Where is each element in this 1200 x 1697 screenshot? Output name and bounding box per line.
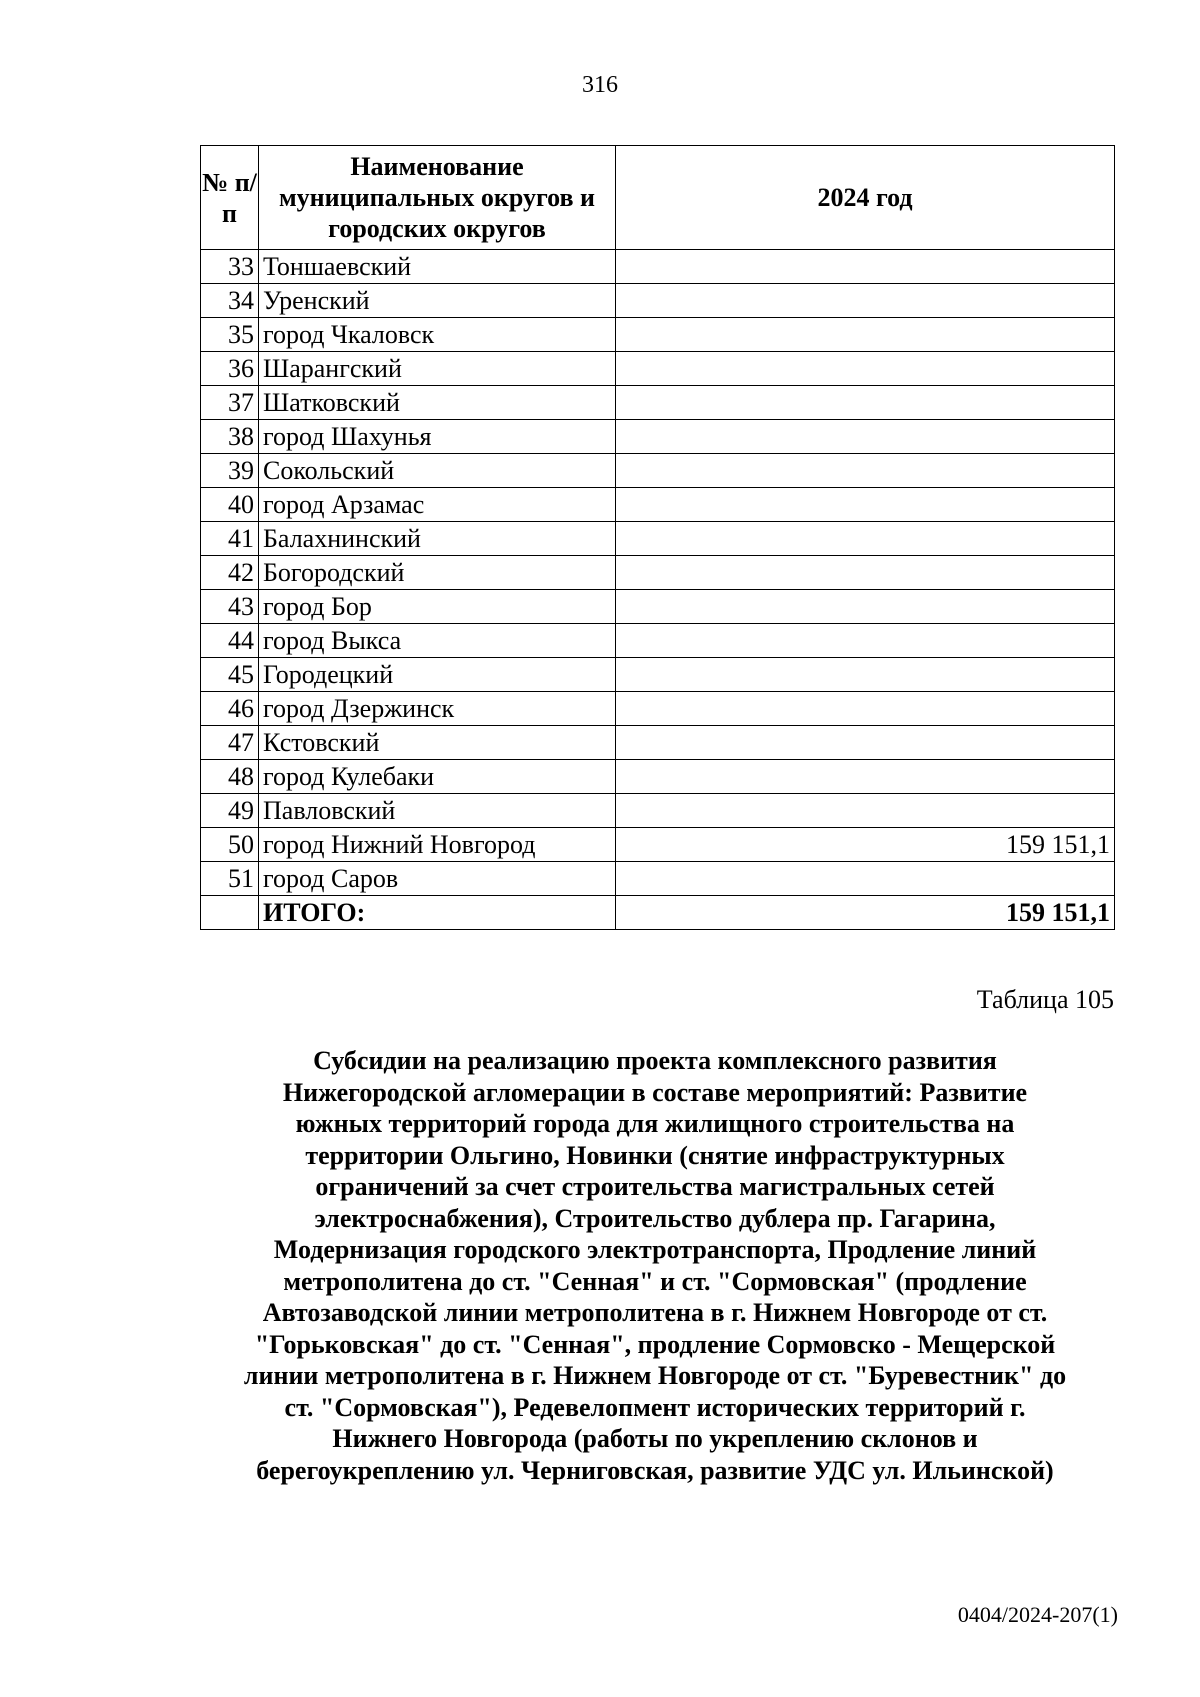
row-value-cell xyxy=(616,352,1115,386)
row-number-cell: 35 xyxy=(201,318,259,352)
row-value-cell xyxy=(616,250,1115,284)
header-year: 2024 год xyxy=(616,146,1115,250)
row-value-cell xyxy=(616,590,1115,624)
row-value-cell xyxy=(616,658,1115,692)
row-value-cell xyxy=(616,318,1115,352)
table-row xyxy=(201,488,1115,522)
row-value-cell xyxy=(616,420,1115,454)
row-value-cell xyxy=(616,284,1115,318)
table-row xyxy=(201,420,1115,454)
table-total-row xyxy=(201,896,1115,930)
table-row xyxy=(201,318,1115,352)
header-num: № п/п xyxy=(201,146,259,250)
row-name-cell: город Чкаловск xyxy=(259,318,616,352)
table-row xyxy=(201,862,1115,896)
row-value-cell xyxy=(616,692,1115,726)
row-name-cell: Богородский xyxy=(259,556,616,590)
row-number-cell: 34 xyxy=(201,284,259,318)
row-name-cell: город Нижний Новгород xyxy=(259,828,616,862)
row-value-cell xyxy=(616,794,1115,828)
table-row xyxy=(201,386,1115,420)
row-value-cell: 159 151,1 xyxy=(616,828,1115,862)
table-number: Таблица 105 xyxy=(976,985,1114,1014)
header-name: Наименование муниципальных округов и городских округов xyxy=(259,146,616,250)
row-number-cell: 45 xyxy=(201,658,259,692)
table-row xyxy=(201,658,1115,692)
table-body xyxy=(201,250,1115,896)
row-number-cell: 41 xyxy=(201,522,259,556)
table-row xyxy=(201,624,1115,658)
table-row xyxy=(201,794,1115,828)
row-name-cell: Шатковский xyxy=(259,386,616,420)
row-value-cell xyxy=(616,624,1115,658)
row-value-cell xyxy=(616,862,1115,896)
row-name-cell: город Арзамас xyxy=(259,488,616,522)
page-number: 316 xyxy=(582,72,618,98)
row-name-cell: город Дзержинск xyxy=(259,692,616,726)
row-name-cell: город Саров xyxy=(259,862,616,896)
row-name-cell: Павловский xyxy=(259,794,616,828)
row-value-cell xyxy=(616,760,1115,794)
row-number-cell: 33 xyxy=(201,250,259,284)
row-name-cell: Сокольский xyxy=(259,454,616,488)
row-name-cell: Балахнинский xyxy=(259,522,616,556)
table-caption: Субсидии на реализацию проекта комплексного развития Нижегородской агломерации в составе мероприятий: Развитие южных территорий города для жилищного строительства на территории Ольгино, Новинки (снятие инфраструктурных ограничений за счет строительства магистральных сетей электроснабжения), Строительство дублера пр. Гагарина, Модернизация городского электротранспорта, Продление линий метрополитена до ст. "Сенная" и ст. "Сормовская" (продление Автозаводской линии метрополитена в г. Нижнем Новгороде от ст. "Горьковская" до ст. "Сенная", продление Сормовско - Мещерской линии метрополитена в г. Нижнем Новгороде от ст. "Буревестник" до ст. "Сормовская"), Редевелопмент исторических территорий г. Нижнего Новгорода (работы по укреплению склонов и берегоукреплению ул. Черниговская, развитие УДС ул. Ильинской) xyxy=(243,1046,1067,1485)
row-number-cell: 46 xyxy=(201,692,259,726)
row-value-cell xyxy=(616,522,1115,556)
row-number-cell: 48 xyxy=(201,760,259,794)
row-number-cell: 39 xyxy=(201,454,259,488)
row-number-cell: 49 xyxy=(201,794,259,828)
row-value-cell xyxy=(616,488,1115,522)
row-name-cell: город Шахунья xyxy=(259,420,616,454)
total-value: 159 151,1 xyxy=(616,896,1115,930)
table-row xyxy=(201,284,1115,318)
row-number-cell: 36 xyxy=(201,352,259,386)
row-number-cell: 50 xyxy=(201,828,259,862)
row-name-cell: город Выкса xyxy=(259,624,616,658)
row-name-cell: город Бор xyxy=(259,590,616,624)
table-header-row xyxy=(201,146,1115,250)
row-name-cell: Тоншаевский xyxy=(259,250,616,284)
row-number-cell: 44 xyxy=(201,624,259,658)
document-code: 0404/2024-207(1) xyxy=(957,1602,1118,1627)
row-number-cell: 43 xyxy=(201,590,259,624)
table-row xyxy=(201,760,1115,794)
table-row xyxy=(201,250,1115,284)
row-name-cell: Шарангский xyxy=(259,352,616,386)
table-row xyxy=(201,454,1115,488)
subsidy-table xyxy=(200,145,1115,930)
total-label: ИТОГО: xyxy=(259,896,616,930)
table-row xyxy=(201,522,1115,556)
table-row xyxy=(201,692,1115,726)
row-name-cell: Кстовский xyxy=(259,726,616,760)
row-number-cell: 42 xyxy=(201,556,259,590)
row-name-cell: Уренский xyxy=(259,284,616,318)
row-value-cell xyxy=(616,386,1115,420)
row-value-cell xyxy=(616,454,1115,488)
row-value-cell xyxy=(616,726,1115,760)
row-number-cell: 38 xyxy=(201,420,259,454)
row-name-cell: город Кулебаки xyxy=(259,760,616,794)
table-row xyxy=(201,352,1115,386)
row-number-cell: 51 xyxy=(201,862,259,896)
table-row xyxy=(201,726,1115,760)
total-num-cell xyxy=(201,896,259,930)
row-number-cell: 37 xyxy=(201,386,259,420)
row-value-cell xyxy=(616,556,1115,590)
row-name-cell: Городецкий xyxy=(259,658,616,692)
row-number-cell: 40 xyxy=(201,488,259,522)
table-row xyxy=(201,590,1115,624)
table-row xyxy=(201,556,1115,590)
table-row xyxy=(201,828,1115,862)
row-number-cell: 47 xyxy=(201,726,259,760)
